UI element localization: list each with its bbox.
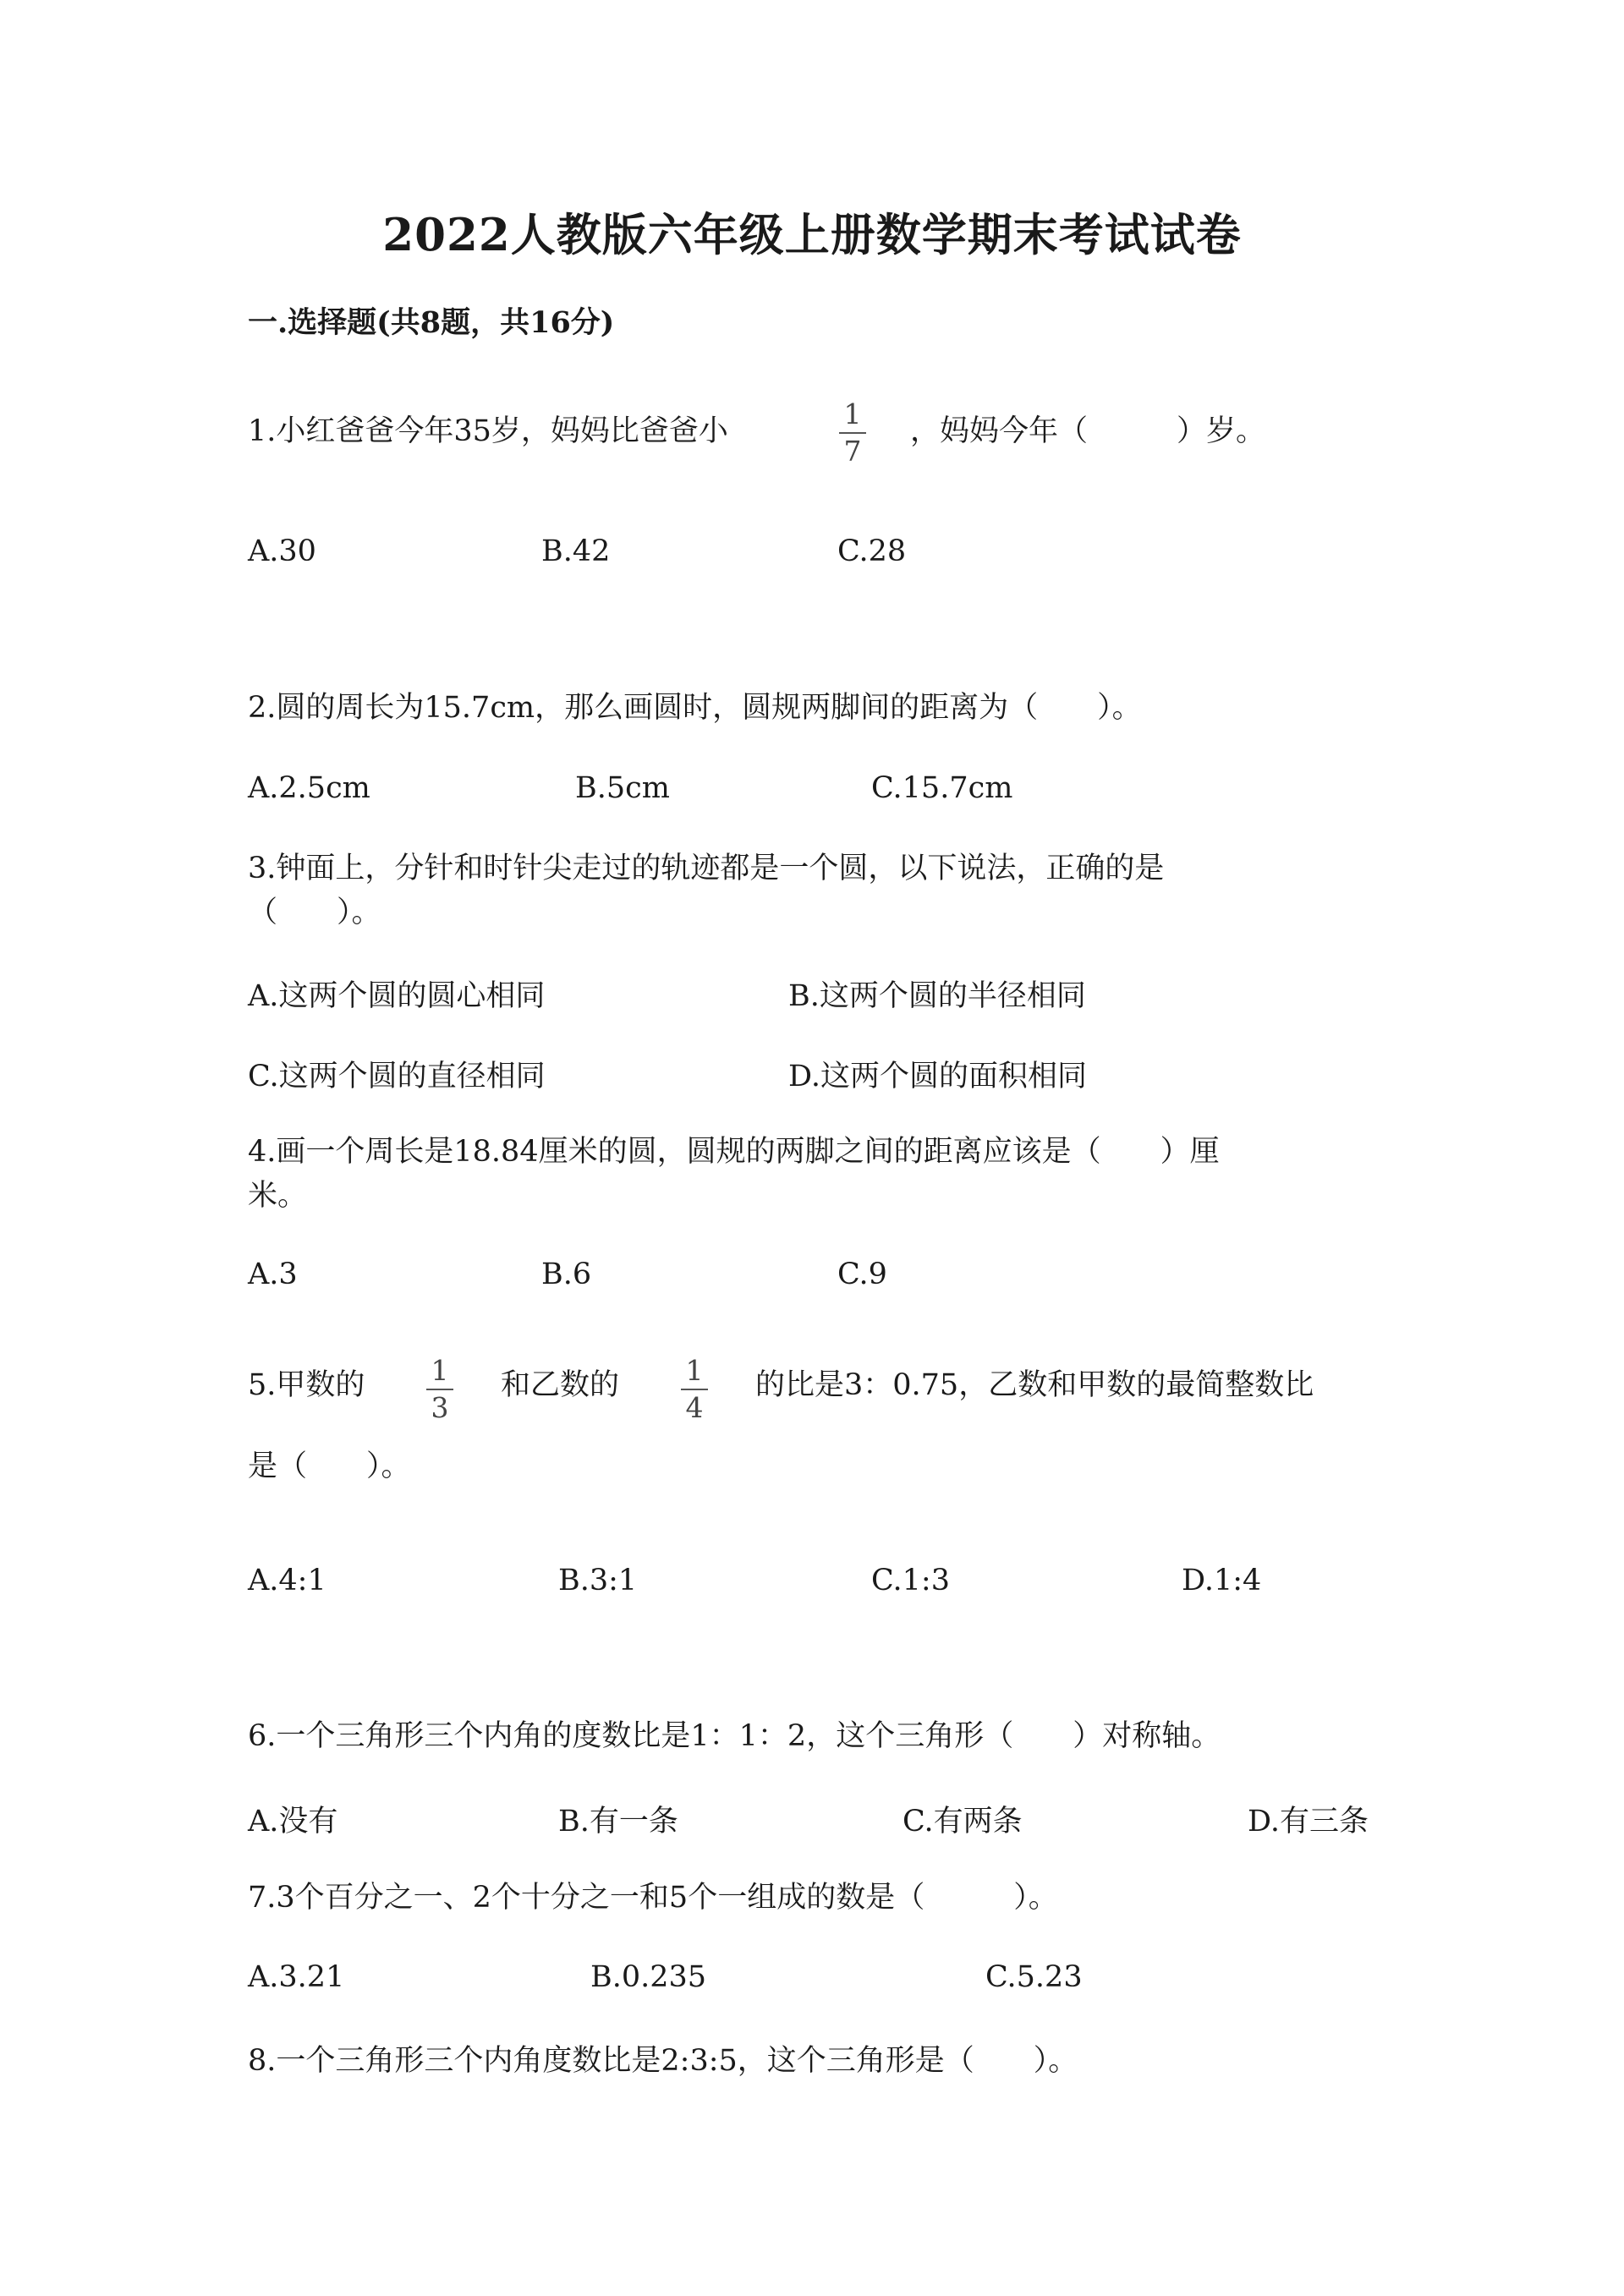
q3-option-c: C.这两个圆的直径相同 xyxy=(248,1060,546,1093)
q3-option-a: A.这两个圆的圆心相同 xyxy=(248,979,546,1013)
question-8-text: 8.一个三角形三个内角度数比是2:3:5，这个三角形是（ ）。 xyxy=(248,2044,1078,2078)
question-5-text-middle: 和乙数的 xyxy=(501,1368,620,1402)
q5-option-d: D.1:4 xyxy=(1182,1564,1262,1597)
q6-option-a: A.没有 xyxy=(248,1805,338,1838)
question-1-text-before: 1.小红爸爸今年35岁，妈妈比爸爸小 xyxy=(248,414,728,448)
fraction-bar xyxy=(426,1389,453,1390)
page-title: 2022人教版六年级上册数学期末考试试卷 xyxy=(382,209,1242,261)
section-heading: 一.选择题(共8题，共16分) xyxy=(248,305,615,340)
question-3-line-2: （ ）。 xyxy=(248,896,381,929)
q2-option-a: A.2.5cm xyxy=(248,771,370,805)
fraction-denominator: 4 xyxy=(685,1391,704,1424)
q5-option-c: C.1:3 xyxy=(871,1564,950,1597)
q6-option-c: C.有两条 xyxy=(903,1805,1023,1838)
q7-option-c: C.5.23 xyxy=(985,1960,1083,1994)
question-3-line-1: 3.钟面上，分针和时针尖走过的轨迹都是一个圆，以下说法，正确的是 xyxy=(248,852,1165,885)
q4-option-a: A.3 xyxy=(248,1258,298,1291)
question-6-text: 6.一个三角形三个内角的度数比是1：1：2，这个三角形（ ）对称轴。 xyxy=(248,1719,1221,1753)
q2-option-b: B.5cm xyxy=(575,771,670,805)
question-4-line-2: 米。 xyxy=(248,1179,308,1213)
question-7-text: 7.3个百分之一、2个十分之一和5个一组成的数是（ ）。 xyxy=(248,1881,1058,1915)
question-2-text: 2.圆的周长为15.7cm，那么画圆时，圆规两脚间的距离为（ ）。 xyxy=(248,691,1142,725)
question-5-text-end: 的比是3：0.75，乙数和甲数的最简整数比 xyxy=(755,1368,1314,1402)
q6-option-d: D.有三条 xyxy=(1248,1805,1369,1838)
question-1-text-after: ，妈妈今年（ ）岁。 xyxy=(910,414,1266,448)
q4-option-c: C.9 xyxy=(837,1258,887,1291)
question-4-line-1: 4.画一个周长是18.84厘米的圆，圆规的两脚之间的距离应该是（ ）厘 xyxy=(248,1135,1220,1169)
q4-option-b: B.6 xyxy=(541,1258,592,1291)
fraction-numerator: 1 xyxy=(431,1354,449,1387)
q2-option-c: C.15.7cm xyxy=(871,771,1013,805)
question-5-text-start: 5.甲数的 xyxy=(248,1368,365,1402)
fraction-denominator: 3 xyxy=(431,1391,449,1424)
q7-option-a: A.3.21 xyxy=(248,1960,345,1994)
fraction-bar xyxy=(839,432,866,434)
fraction-bar xyxy=(681,1389,708,1390)
q1-option-a: A.30 xyxy=(248,534,316,568)
fraction-denominator: 7 xyxy=(843,435,862,468)
q3-option-b: B.这两个圆的半径相同 xyxy=(788,979,1086,1013)
q3-option-d: D.这两个圆的面积相同 xyxy=(788,1060,1087,1093)
q6-option-b: B.有一条 xyxy=(558,1805,678,1838)
fraction-numerator: 1 xyxy=(685,1354,704,1387)
q5-option-a: A.4:1 xyxy=(248,1564,326,1597)
q7-option-b: B.0.235 xyxy=(590,1960,707,1994)
q1-option-c: C.28 xyxy=(837,534,907,568)
question-1-fraction xyxy=(836,398,870,468)
question-5-line-2: 是（ ）。 xyxy=(248,1449,411,1483)
question-5-fraction-2 xyxy=(678,1355,711,1424)
fraction-numerator: 1 xyxy=(843,397,862,430)
q5-option-b: B.3:1 xyxy=(558,1564,638,1597)
q1-option-b: B.42 xyxy=(541,534,611,568)
question-5-fraction-1 xyxy=(423,1355,457,1424)
